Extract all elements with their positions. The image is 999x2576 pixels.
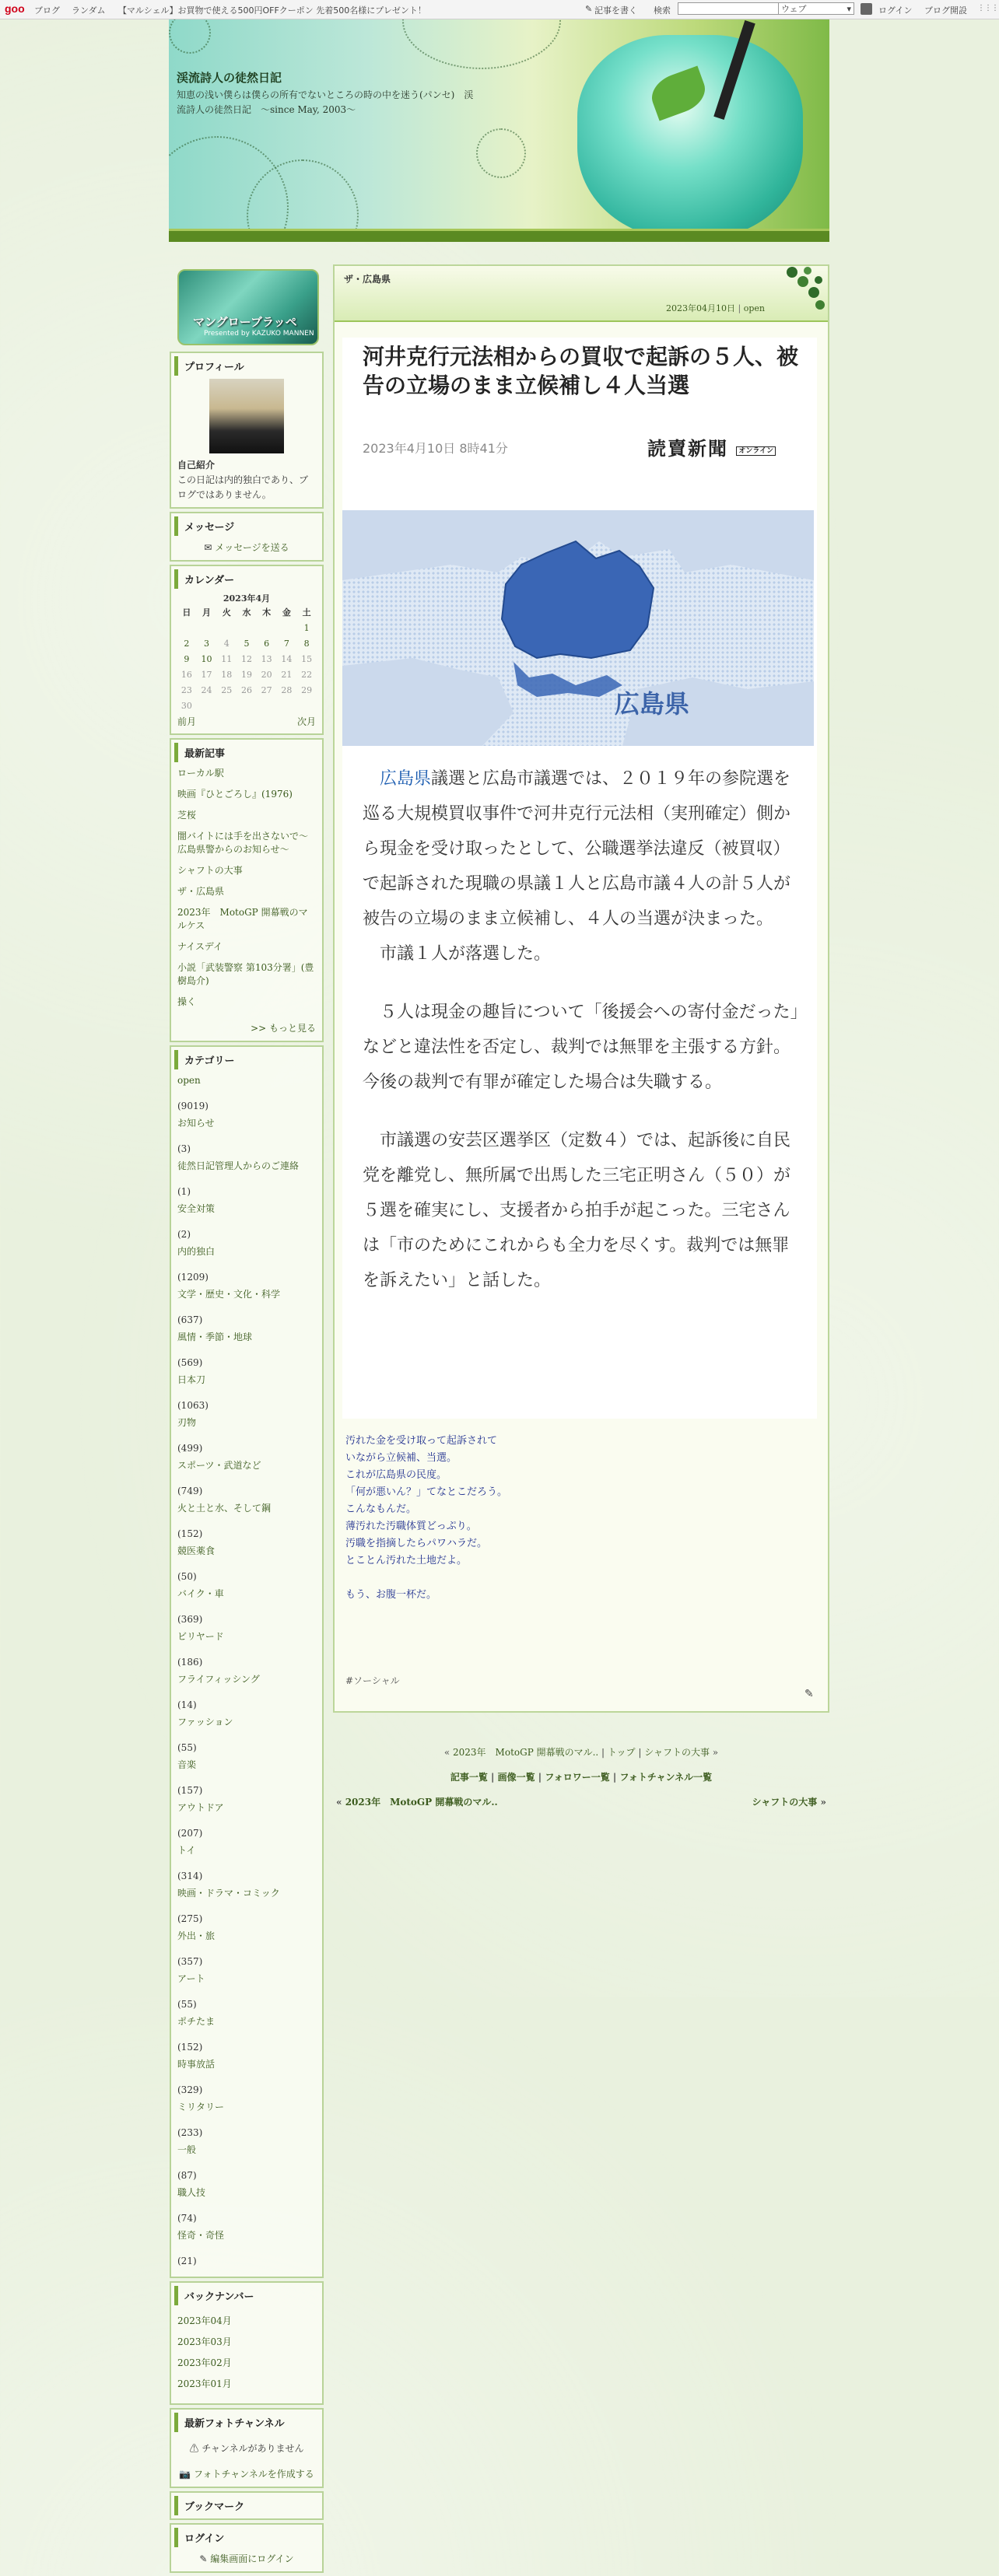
- photochannel-heading: 最新フォトチャンネル: [174, 2413, 319, 2432]
- hashtag[interactable]: #ソーシャル: [345, 1675, 400, 1686]
- calendar-empty: [216, 698, 237, 713]
- calendar-month: 2023年4月: [223, 593, 271, 604]
- promo-link[interactable]: 【マルシェル】お買物で使える500円OFFクーポン 先着500名様にプレゼント！: [118, 5, 426, 16]
- next-entry-link[interactable]: シャフトの大事: [644, 1747, 710, 1758]
- categories-box: [170, 1045, 324, 2278]
- category-item: [177, 1844, 316, 1887]
- calendar-day: 29: [301, 684, 313, 695]
- calendar-day: 18: [221, 669, 233, 680]
- image-list-link[interactable]: 画像一覧: [497, 1772, 535, 1783]
- author-comment: [345, 1433, 781, 1604]
- category-item: [177, 1117, 316, 1160]
- recent-post-link[interactable]: ザ・広島県: [177, 886, 225, 897]
- category-count: (14): [177, 1699, 197, 1710]
- edit-login-link[interactable]: 編集画面にログイン: [210, 2553, 294, 2564]
- category-link[interactable]: 怪奇・奇怪: [177, 2230, 225, 2241]
- backnumber-link[interactable]: 2023年01月: [177, 2378, 232, 2389]
- category-item: [177, 1759, 316, 1801]
- comment-line: [345, 1570, 781, 1587]
- calendar-empty: [237, 698, 257, 713]
- search-scope-select[interactable]: [778, 2, 854, 15]
- entry-navigation: « 2023年 MotoGP 開幕戦のマル.. | トップ | シャフトの大事 »: [443, 1747, 719, 1758]
- follower-list-link[interactable]: フォロワー一覧: [545, 1772, 610, 1783]
- calendar-empty: [177, 620, 197, 635]
- category-item: [177, 1160, 316, 1202]
- category-link[interactable]: 文学・歴史・文化・科学: [177, 1289, 281, 1300]
- category-count: (3): [177, 1143, 191, 1154]
- category-count: (157): [177, 1785, 203, 1796]
- published-time: 2023年4月10日 8時41分: [363, 441, 508, 456]
- calendar-day: 15: [301, 653, 313, 664]
- category-link[interactable]: バイク・車: [177, 1588, 224, 1599]
- calendar-day: 19: [240, 669, 252, 680]
- article-title: 河井克行元法相からの買収で起訴の５人、被告の立場のまま立候補し４人当選: [363, 344, 799, 398]
- bottom-prev-link[interactable]: 2023年 MotoGP 開幕戦のマル..: [345, 1797, 498, 1808]
- category-item: [177, 1972, 316, 2015]
- category-link[interactable]: スポーツ・武道など: [177, 1460, 261, 1471]
- weekday-label: 木: [262, 607, 272, 618]
- login-link[interactable]: ログイン: [878, 5, 913, 16]
- sidebar-banner[interactable]: [177, 269, 319, 345]
- category-item: [177, 1074, 316, 1117]
- category-item: [177, 1331, 316, 1374]
- calendar-day-link[interactable]: 1: [303, 622, 310, 633]
- category-link[interactable]: 映画・ドラマ・コミック: [177, 1888, 280, 1899]
- category-link[interactable]: 刃物: [177, 1417, 197, 1428]
- category-link[interactable]: 一般: [177, 2144, 197, 2155]
- weekday-label: 日: [182, 607, 191, 618]
- comment-line: 薄汚れた汚職体質どっぷり。: [345, 1521, 477, 1532]
- yomiuri-logo: [647, 433, 776, 460]
- bookmark-heading: ブックマーク: [174, 2496, 319, 2515]
- category-item: [177, 2186, 316, 2229]
- category-link[interactable]: 徒然日記管理人からのご連絡: [177, 1160, 300, 1171]
- category-link[interactable]: アウトドア: [177, 1802, 224, 1813]
- comment-line: いながら立候補、当選。: [345, 1452, 457, 1464]
- category-item: [177, 2144, 316, 2186]
- prev-entry-link[interactable]: 2023年 MotoGP 開幕戦のマル..: [453, 1747, 599, 1758]
- source-logo-sub: オンライン: [736, 446, 776, 456]
- search-label: 検索: [654, 5, 671, 16]
- weekday-label: 金: [282, 607, 291, 618]
- category-item: [177, 1416, 316, 1459]
- category-link[interactable]: ビリヤード: [177, 1631, 224, 1642]
- calendar-grid: [177, 604, 317, 713]
- top-link[interactable]: トップ: [607, 1747, 636, 1758]
- main-column: [333, 264, 829, 1713]
- calendar-empty: [257, 698, 277, 713]
- calendar-day: 17: [201, 669, 212, 680]
- category-count: (152): [177, 2042, 203, 2053]
- category-item: [177, 1288, 316, 1331]
- category-link[interactable]: フライフィッシング: [177, 1674, 260, 1685]
- next-month-link[interactable]: 次月: [296, 716, 316, 727]
- prev-month-link[interactable]: 前月: [177, 716, 197, 727]
- category-count: (74): [177, 2213, 197, 2224]
- category-item: [177, 1245, 316, 1288]
- recent-post-link[interactable]: 闇バイトには手を出さないで～広島県警からのお知らせ～: [177, 831, 309, 855]
- banner-subtitle: Presented by KAZUKO MANNEN: [204, 330, 314, 338]
- edit-pencil-icon[interactable]: ✎: [804, 1688, 814, 1700]
- blog-header: [169, 19, 829, 242]
- category-item: [177, 1545, 316, 1587]
- category-count: (499): [177, 1443, 203, 1454]
- category-item: [177, 1630, 316, 1673]
- category-count: (87): [177, 2170, 197, 2181]
- calendar-day-link[interactable]: 2: [184, 638, 190, 649]
- category-item: [177, 1202, 316, 1245]
- entry-category-link[interactable]: open: [743, 303, 765, 313]
- menu-grid-icon[interactable]: ⋮⋮⋮: [977, 4, 998, 12]
- weekday-label: 土: [302, 607, 311, 618]
- categories-heading: カテゴリー: [174, 1050, 319, 1069]
- category-count: (275): [177, 1913, 203, 1924]
- no-channel-text: チャンネルがありません: [202, 2443, 304, 2454]
- category-count: (369): [177, 1614, 203, 1625]
- recent-post-link[interactable]: 操く: [177, 996, 197, 1007]
- calendar-empty: [216, 620, 237, 635]
- category-count: (21): [177, 2256, 197, 2266]
- calendar-day-link[interactable]: 10: [201, 653, 212, 664]
- backnumber-link[interactable]: 2023年04月: [177, 2315, 232, 2326]
- entry-header: [335, 266, 828, 322]
- recent-post-link[interactable]: シャフトの大事: [177, 865, 243, 876]
- sidebar: [170, 264, 324, 2576]
- category-count: (357): [177, 1956, 203, 1967]
- entry-date-link[interactable]: 2023年04月10日: [666, 303, 735, 313]
- calendar-day: 16: [181, 669, 192, 680]
- category-link[interactable]: 内的独白: [177, 1246, 216, 1257]
- create-channel-link[interactable]: フォトチャンネルを作成する: [194, 2469, 314, 2480]
- category-link[interactable]: お知らせ: [177, 1118, 215, 1129]
- bottom-next-link[interactable]: シャフトの大事: [752, 1797, 818, 1808]
- calendar-day: 25: [221, 684, 233, 695]
- recent-posts-heading: 最新記事: [174, 743, 319, 762]
- category-count: (55): [177, 1999, 197, 2010]
- more-link[interactable]: >> もっと見る: [251, 1023, 316, 1034]
- comment-line: 汚職を指摘したらパワハラだ。: [345, 1538, 488, 1549]
- category-count: (749): [177, 1486, 203, 1496]
- open-blog-link[interactable]: ブログ開設: [924, 5, 967, 16]
- avatar[interactable]: [209, 379, 284, 453]
- calendar-day: 11: [221, 653, 233, 664]
- calendar-empty: [197, 620, 217, 635]
- backnumber-link[interactable]: 2023年03月: [177, 2336, 232, 2347]
- weekday-label: 月: [202, 607, 212, 618]
- calendar-box: [170, 565, 324, 735]
- calendar-day: 13: [261, 653, 272, 664]
- calendar-empty: [277, 620, 297, 635]
- photochannel-list-link[interactable]: フォトチャンネル一覧: [619, 1772, 713, 1783]
- category-count: (2): [177, 1229, 191, 1240]
- category-item: [177, 1459, 316, 1502]
- source-logo-text: 読賣新聞: [647, 437, 728, 460]
- calendar-heading: カレンダー: [174, 569, 319, 589]
- entry-category: ザ・広島県: [344, 274, 391, 285]
- profile-intro-label: 自己紹介: [177, 460, 216, 471]
- profile-intro-text: この日記は内的独白であり、ブログではありません。: [177, 474, 309, 500]
- comment-line: 汚れた金を受け取って起訴されて: [345, 1435, 498, 1447]
- paragraph-3: 市議選の安芸区選挙区（定数４）では、起訴後に自民党を離党し、無所属で出馬した三宅正明さん（５０）が５選を確実にし、支援者から拍手が起こった。三宅さんは「市のためにこれからも全力を尽くす。裁判では無罪を訴えたい」と話した。: [363, 1131, 791, 1290]
- category-count: (1063): [177, 1400, 209, 1411]
- profile-heading: プロフィール: [174, 356, 319, 376]
- category-link[interactable]: 職人技: [177, 2187, 206, 2198]
- top-bar: [0, 0, 999, 19]
- lace-ornament: [169, 19, 211, 54]
- shaved-ice-glass: [577, 35, 803, 239]
- calendar-day: 14: [281, 653, 293, 664]
- calendar-day: 27: [261, 684, 272, 695]
- envelope-icon: ✉: [204, 542, 212, 553]
- backnumber-heading: バックナンバー: [174, 2286, 319, 2305]
- message-box: [170, 512, 324, 562]
- map-label: 広島県: [615, 689, 690, 719]
- send-message-link[interactable]: メッセージを送る: [215, 542, 289, 553]
- category-link[interactable]: 日本刀: [177, 1374, 206, 1385]
- category-item: [177, 2101, 316, 2144]
- category-link[interactable]: ファッション: [177, 1717, 233, 1727]
- calendar-empty: [237, 620, 257, 635]
- profile-box: [170, 352, 324, 509]
- goo-logo[interactable]: goo: [5, 2, 25, 15]
- article: [342, 338, 817, 1419]
- backnumber-link[interactable]: 2023年02月: [177, 2357, 232, 2368]
- bookmark-box: [170, 2491, 324, 2520]
- recent-post-link[interactable]: ナイスデイ: [177, 941, 223, 952]
- category-item: [177, 1587, 316, 1630]
- category-link[interactable]: 安全対策: [177, 1203, 216, 1214]
- category-link[interactable]: 外出・旅: [177, 1930, 216, 1941]
- comment-line: これが広島県の民度。: [345, 1469, 447, 1481]
- calendar-day-link[interactable]: 8: [303, 638, 310, 649]
- category-item: [177, 1930, 316, 1972]
- calendar-empty: [277, 698, 297, 713]
- category-count: (329): [177, 2084, 203, 2095]
- chevron-down-icon: ▾: [847, 4, 851, 14]
- category-link[interactable]: ミリタリー: [177, 2102, 225, 2112]
- comment-line: 「何が悪いん？」てなとこだろう。: [345, 1486, 508, 1498]
- calendar-day: 22: [301, 669, 313, 680]
- calendar-empty: [296, 698, 317, 713]
- banner-title: マングローブラッペ: [193, 315, 297, 329]
- recent-post-link[interactable]: 映画『ひとごろし』(1976): [177, 789, 293, 800]
- category-count: (55): [177, 1742, 197, 1753]
- category-link[interactable]: 風情・季節・地球: [177, 1332, 253, 1342]
- category-link[interactable]: トイ: [177, 1845, 196, 1856]
- category-item: [177, 1502, 316, 1545]
- hiroshima-map-image: [342, 510, 814, 746]
- random-link[interactable]: ランダム: [72, 5, 106, 16]
- category-count: (152): [177, 1528, 203, 1539]
- category-link[interactable]: ポチたま: [177, 2016, 216, 2027]
- blog-title[interactable]: 渓流詩人の徒然日記: [177, 71, 282, 85]
- hiroshima-keyword-link[interactable]: 広島県: [380, 769, 432, 789]
- category-count: (50): [177, 1571, 197, 1582]
- recent-post-link[interactable]: 2023年 MotoGP 開幕戦のマルケス: [177, 907, 308, 931]
- pencil-icon: ✎: [585, 4, 593, 14]
- entry-meta: [666, 302, 765, 314]
- category-link[interactable]: 時事放話: [177, 2059, 216, 2070]
- meta-separator: |: [738, 303, 741, 313]
- category-item: [177, 2058, 316, 2101]
- calendar-empty: [197, 698, 217, 713]
- category-count: (1209): [177, 1272, 209, 1283]
- calendar-day: 26: [240, 684, 252, 695]
- calendar-day: 4: [223, 638, 230, 649]
- category-link[interactable]: アート: [177, 1973, 205, 1984]
- category-item: [177, 1374, 316, 1416]
- category-item: [177, 1801, 316, 1844]
- category-link[interactable]: 音楽: [177, 1759, 197, 1770]
- search-scope-value: ウェブ: [781, 4, 807, 14]
- calendar-day: 21: [281, 669, 293, 680]
- category-count: (314): [177, 1871, 203, 1881]
- blog-link[interactable]: ブログ: [34, 5, 60, 16]
- category-item: [177, 2229, 316, 2272]
- bottom-pager: « 2023年 MotoGP 開幕戦のマル.. シャフトの大事 »: [336, 1797, 826, 1808]
- calendar-day: 24: [201, 684, 212, 695]
- pencil-icon: ✎: [199, 2553, 208, 2564]
- category-count: (186): [177, 1657, 203, 1668]
- calendar-day: 20: [261, 669, 272, 680]
- category-item: [177, 2015, 316, 2058]
- camera-icon: 📷: [179, 2469, 191, 2480]
- recent-post-link[interactable]: 小説「武装警察 第103分署」(豊樹島介): [177, 962, 314, 986]
- weekday-label: 火: [222, 607, 231, 618]
- backnumber-box: [170, 2281, 324, 2405]
- calendar-day: 30: [181, 700, 192, 711]
- category-count: (233): [177, 2127, 203, 2138]
- paragraph-1b: 市議１人が落選した。: [380, 944, 552, 964]
- calendar-day: 28: [281, 684, 293, 695]
- header-base-bar: [169, 229, 829, 242]
- category-count: (1): [177, 1186, 191, 1197]
- comment-line: とことん汚れた土地だよ。: [345, 1555, 468, 1566]
- calendar-day-link[interactable]: 5: [244, 638, 250, 649]
- login-box: [170, 2523, 324, 2573]
- category-item: [177, 1673, 316, 1716]
- photochannel-box: [170, 2408, 324, 2488]
- lace-ornament: [476, 128, 526, 178]
- calendar-day-link[interactable]: 6: [264, 638, 270, 649]
- message-heading: メッセージ: [174, 516, 319, 536]
- recent-post-link[interactable]: ローカル駅: [177, 768, 224, 779]
- category-count: (569): [177, 1357, 203, 1368]
- article-list-link[interactable]: 記事一覧: [450, 1772, 488, 1783]
- lace-ornament: [402, 19, 561, 69]
- warning-icon: ⚠: [189, 2443, 199, 2454]
- list-navigation: 記事一覧 | 画像一覧 | フォロワー一覧 | フォトチャンネル一覧: [450, 1772, 713, 1783]
- search-icon[interactable]: [861, 3, 872, 15]
- blog-description: 知恵の浅い僕らは僕らの所有でないところの時の中を迷う(パンセ) 渓流詩人の徒然日記 ～since May, 2003～: [177, 89, 474, 115]
- category-link[interactable]: 競医薬食: [177, 1545, 216, 1556]
- category-count: (9019): [177, 1101, 209, 1111]
- calendar-day-link[interactable]: 3: [204, 638, 210, 649]
- paragraph-1: 議選と広島市議選では、２０１９年の参院選を巡る大規模買収事件で河井克行元法相（実刑確定）側から現金を受け取ったとして、公職選挙法違反（被買収）で起訴された現職の県議１人と広島市議４人の計５人が被告の立場のまま立候補し、４人の当選が決まった。: [363, 769, 791, 929]
- weekday-label: 水: [242, 607, 251, 618]
- recent-post-link[interactable]: 芝桜: [177, 810, 197, 821]
- login-heading: ログイン: [174, 2528, 319, 2547]
- calendar-day-link[interactable]: 9: [184, 653, 190, 664]
- category-count: (637): [177, 1314, 203, 1325]
- calendar-day-link[interactable]: 7: [283, 638, 289, 649]
- calendar-day: 12: [240, 653, 252, 664]
- recent-posts-box: [170, 738, 324, 1042]
- calendar-empty: [257, 620, 277, 635]
- category-count: (207): [177, 1828, 203, 1839]
- calendar-day: 23: [181, 684, 192, 695]
- search-input[interactable]: [678, 2, 779, 15]
- category-link[interactable]: 火と土と水、そして鋼: [177, 1503, 272, 1514]
- paragraph-2: ５人は現金の趣旨について「後援会への寄付金だった」などと違法性を否定し、裁判では無罪を主張する方針。今後の裁判で有罪が確定した場合は失職する。: [363, 1003, 799, 1092]
- comment-line: もう、お腹一杯だ。: [345, 1589, 437, 1601]
- category-item: [177, 1887, 316, 1930]
- leaf-ornament-icon: [776, 261, 831, 316]
- article-body: [363, 761, 806, 1298]
- write-article-link[interactable]: 記事を書く: [594, 5, 637, 16]
- category-item: [177, 1716, 316, 1759]
- category-link[interactable]: open: [177, 1075, 201, 1086]
- hiroshima-prefecture-shape: [342, 510, 814, 746]
- comment-line: こんなもんだ。: [345, 1503, 417, 1515]
